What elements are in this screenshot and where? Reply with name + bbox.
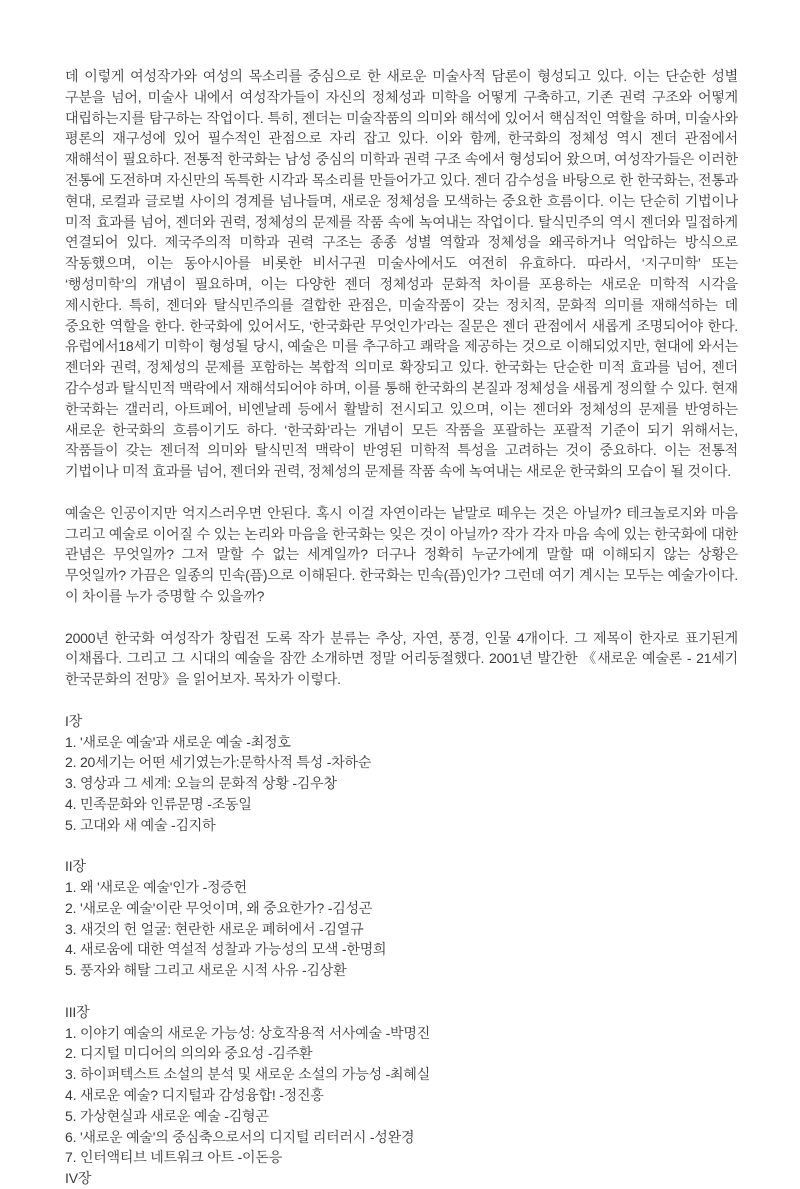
toc-chapter-3-heading: III장	[65, 1003, 90, 1020]
toc-item: 5. 고대와 새 예술 -김지하	[65, 816, 216, 833]
toc-item: 5. 풍자와 해탈 그리고 새로운 시적 사유 -김상환	[65, 962, 347, 979]
toc-item: 1. 왜 '새로운 예술'인가 -정증헌	[65, 879, 248, 896]
toc-chapter-4-heading: IV장	[65, 1170, 92, 1187]
toc-chapter-2	[65, 856, 738, 981]
toc-item: 2. 20세기는 어떤 세기였는가:문학사적 특성 -차하순	[65, 754, 372, 771]
toc-item: 6. '새로운 예술'의 중심축으로서의 디지털 리터러시 -성완경	[65, 1128, 415, 1145]
toc-item: 3. 하이퍼텍스트 소설의 분석 및 새로운 소설의 가능성 -최혜실	[65, 1066, 431, 1083]
toc-item: 3. 영상과 그 세계: 오늘의 문화적 상황 -김우창	[65, 775, 337, 792]
toc-chapter-3	[65, 1002, 738, 1189]
toc-chapter-1	[65, 711, 738, 836]
toc-item: 4. 민족문화와 인류문명 -조동일	[65, 795, 252, 812]
toc-item: 5. 가상현실과 새로운 예술 -김형곤	[65, 1107, 269, 1124]
toc-chapter-1-heading: I장	[65, 712, 83, 729]
body-paragraph-3: 2000년 한국화 여성작가 창립전 도록 작가 분류는 추상, 자연, 풍경, 인물 4개이다. 그 제목이 한자로 표기된게 이채롭다. 그리고 그 시대의 예술을 잠깐 소개하면 정말 어리둥절했다. 2001년 발간한 《새로운 예술론 - 21세기 한국문화의 전망》을 읽어보자. 목차가 이렇다.	[65, 629, 738, 688]
toc-item: 7. 인터액티브 네트워크 아트 -이돈응	[65, 1149, 283, 1166]
body-paragraph-2: 예술은 인공이지만 억지스러우면 안된다. 혹시 이걸 자연이라는 낱말로 떼우는 것은 아닐까? 테크놀로지와 마음 그리고 예술로 이어질 수 있는 논리와 마음을 한국화는 잊은 것이 아닐까? 작가 각자 마음 속에 있는 한국화에 대한 관념은 무엇일까? 그저 말할 수 없는 세계일까? 더구나 정확히 누군가에게 말할 때 이해되지 않는 상황은 무엇일까? 가끔은 일종의 민속(픔)으로 이해된다. 한국화는 민속(픔)인가? 그런데 여기 계시는 모두는 예술가이다. 이 차이를 누가 증명할 수 있을까?	[65, 504, 738, 604]
toc-item: 3. 새것의 헌 얼굴: 현란한 새로운 폐허에서 -김열규	[65, 920, 364, 937]
toc-item: 2. '새로운 예술'이란 무엇이며, 왜 중요한가? -김성곤	[65, 899, 373, 916]
toc-item: 2. 디지털 미디어의 의의와 중요성 -김주환	[65, 1045, 313, 1062]
body-paragraph-1: 데 이렇게 여성작가와 여성의 목소리를 중심으로 한 새로운 미술사적 담론이 형성되고 있다. 이는 단순한 성별 구분을 넘어, 미술사 내에서 여성작가들이 자신의 정체성과 미학을 어떻게 구축하고, 기존 권력 구조와 어떻게 대립하는지를 탐구하는 작업이다. 특히, 젠더는 미술작품의 의미와 해석에 있어서 핵심적인 역할을 하며, 미술사와 평론의 재구성에 있어 필수적인 관점으로 자리 잡고 있다. 이와 함께, 한국화의 정체성 역시 젠더 관점에서 재해석이 필요하다. 전통적 한국화는 남성 중심의 미학과 권력 구조 속에서 형성되어 왔으며, 여성작가들은 이러한 전통에 도전하며 자신만의 독특한 시각과 목소리를 만들어가고 있다. 젠더 감수성을 바탕으로 한 한국화는, 전통과 현대, 로컬과 글로벌 사이의 경계를 넘나들며, 새로운 정체성을 모색하는 중요한 흐름이다. 이는 단순히 기법이나 미적 효과를 넘어, 젠더와 권력, 정체성의 문제를 작품 속에 녹여내는 작업이다. 탈식민주의 역시 젠더와 밀접하게 연결되어 있다. 제국주의적 미학과 권력 구조는 종종 성별 역할과 정체성을 왜곡하거나 억압하는 방식으로 작동했으며, 이는 동아시아를 비롯한 비서구권 미술사에서도 여전히 유효하다. 따라서, ‘지구미학’ 또는 ‘행성미학’의 개념이 필요하며, 이는 다양한 젠더 정체성과 문화적 차이를 포용하는 새로운 미학적 시각을 제시한다. 특히, 젠더와 탈식민주의를 결합한 관점은, 미술작품이 갖는 정치적, 문화적 의미를 재해석하는 데 중요한 역할을 한다. 한국화에 있어서도, ‘한국화란 무엇인가’라는 질문은 젠더 관점에서 새롭게 조명되어야 한다. 유럽에서18세기 미학이 형성될 당시, 예술은 미를 추구하고 쾌락을 제공하는 것으로 이해되었지만, 현대에 와서는 젠더와 권력, 정체성의 문제를 포함하는 복합적 의미로 확장되고 있다. 한국화는 단순한 미적 효과를 넘어, 젠더 감수성과 탈식민적 맥락에서 재해석되어야 하며, 이를 통해 한국화의 본질과 정체성을 새롭게 정의할 수 있다. 현재 한국화는 갤러리, 아트페어, 비엔날레 등에서 활발히 전시되고 있으며, 이는 젠더와 정체성의 문제를 반영하는 새로운 한국화의 흐름이기도 하다. ‘한국화’라는 개념이 모든 작품을 포괄하는 포괄적 기준이 되기 위해서는, 작품들이 갖는 젠더적 의미와 탈식민적 맥락이 반영된 미학적 특성을 고려하는 것이 중요하다. 이는 전통적 기법이나 미적 효과를 넘어, 젠더와 권력, 정체성의 문제를 작품 속에 녹여내는 새로운 한국화의 모습이 될 것이다.	[65, 68, 738, 480]
toc-item: 1. 이야기 예술의 새로운 가능성: 상호작용적 서사예술 -박명진	[65, 1024, 431, 1041]
toc-item: 4. 새로운 예술? 디지털과 감성융합! -정진홍	[65, 1087, 324, 1104]
toc-item: 4. 새로움에 대한 역설적 성찰과 가능성의 모색 -한명희	[65, 941, 387, 958]
toc-item: 1. '새로운 예술'과 새로운 예술 -최정호	[65, 733, 291, 750]
toc-chapter-2-heading: II장	[65, 858, 86, 875]
